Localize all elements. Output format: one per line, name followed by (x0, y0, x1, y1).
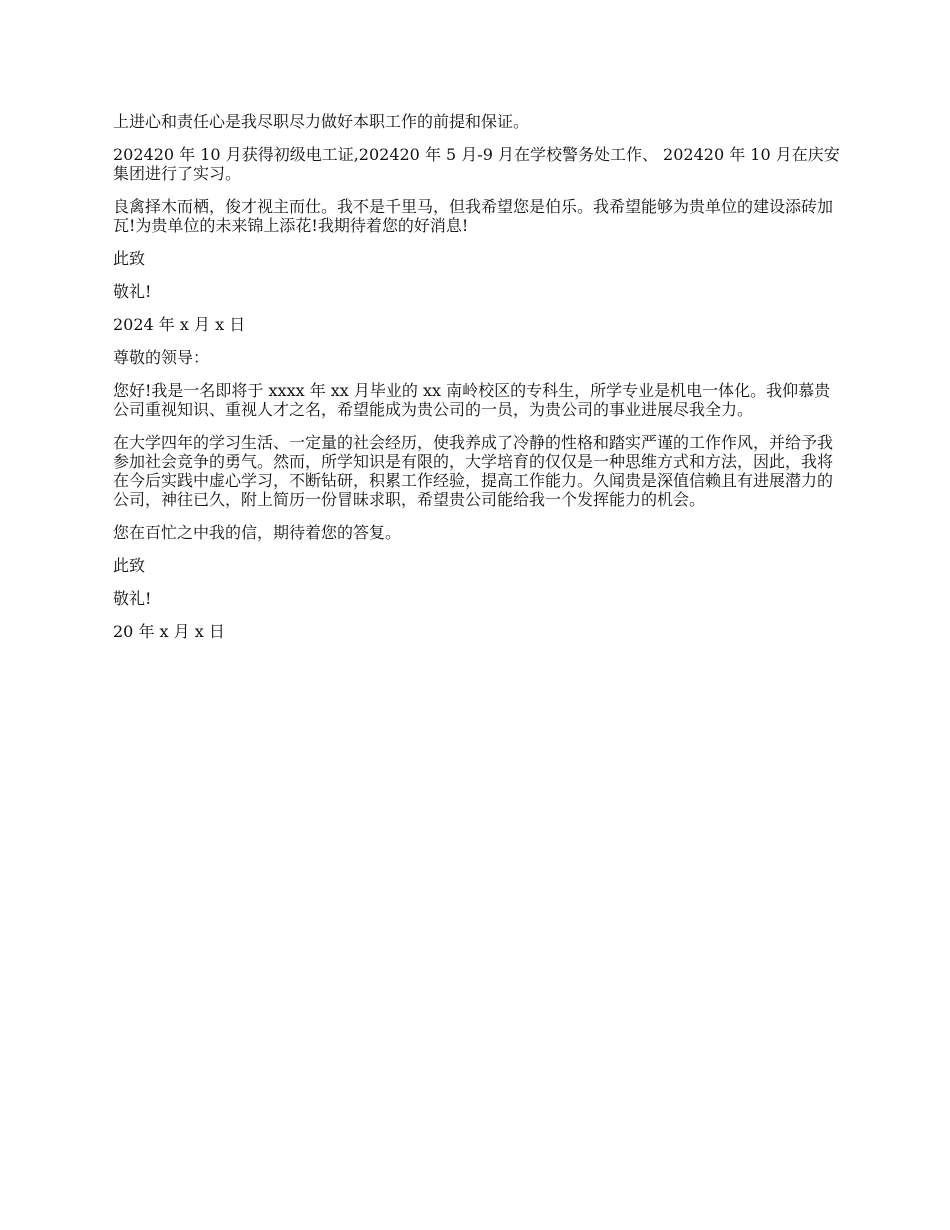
paragraph: 在大学四年的学习生活、一定量的社会经历，使我养成了冷静的性格和踏实严谨的工作作风，并给予我参加社会竞争的勇气。然而，所学知识是有限的，大学培育的仅仅是一种思维方式和方法，因此，我将在今后实践中虚心学习，不断钻研，积累工作经验，提高工作能力。久闻贵是深值信赖且有进展潜力的公司，神往已久，附上简历一份冒昧求职，希望贵公司能给我一个发挥能力的机会。 (113, 433, 834, 509)
closing-regards: 敬礼! (113, 589, 152, 608)
closing-regards: 敬礼! (113, 282, 152, 301)
paragraph: 您在百忙之中我的信，期待着您的答复。 (113, 523, 402, 542)
paragraph: 良禽择木而栖，俊才视主而仕。我不是千里马，但我希望您是伯乐。我希望能够为贵单位的建设添砖加瓦!为贵单位的未来锦上添花!我期待着您的好消息! (113, 197, 834, 235)
paragraph: 202420 年 10 月获得初级电工证,202420 年 5 月-9 月在学校警务处工作、 202420 年 10 月在庆安集团进行了实习。 (113, 145, 840, 183)
closing-salutation: 此致 (113, 249, 146, 268)
paragraph: 您好!我是一名即将于 xxxx 年 xx 月毕业的 xx 南岭校区的专科生，所学专业是机电一体化。我仰慕贵公司重视知识、重视人才之名，希望能成为贵公司的一员，为贵公司的事业进展尽我全力。 (113, 381, 831, 419)
date-line: 20 年 x 月 x 日 (113, 622, 225, 641)
greeting: 尊敬的领导： (113, 348, 210, 367)
closing-salutation: 此致 (113, 556, 146, 575)
paragraph: 上进心和责任心是我尽职尽力做好本职工作的前提和保证。 (113, 112, 530, 131)
date-line: 2024 年 x 月 x 日 (113, 315, 246, 334)
document-page (113, 112, 841, 655)
